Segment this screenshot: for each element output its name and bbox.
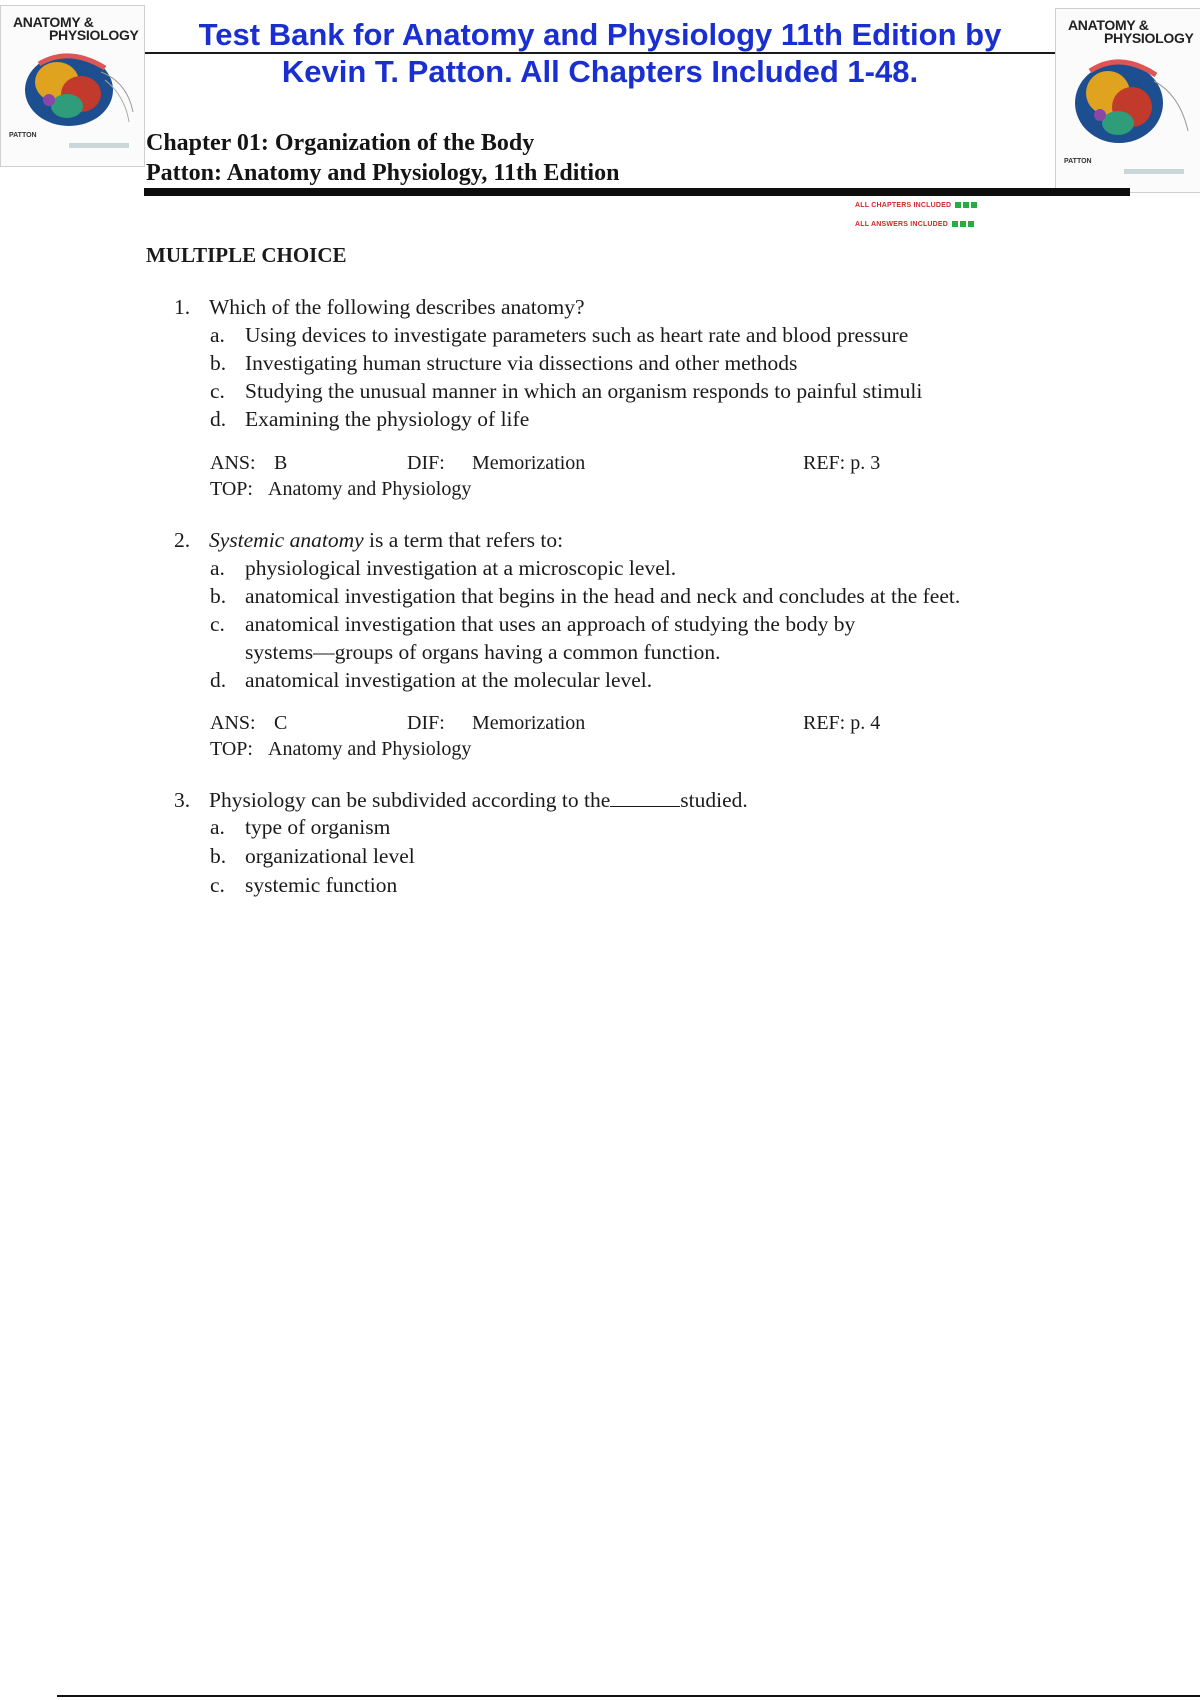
check-icon (963, 202, 969, 208)
check-icon (952, 221, 958, 227)
book-cover-right (1055, 8, 1200, 193)
title-divider (145, 52, 1055, 54)
option-letter: d. (210, 407, 227, 431)
chapter-divider (144, 188, 1130, 196)
option-text: Examining the physiology of life (245, 407, 530, 431)
top-label: TOP: (210, 478, 253, 500)
ans-label: ANS: (210, 712, 256, 734)
check-icon (971, 202, 977, 208)
cover-author: PATTON (9, 132, 37, 139)
ref-value: REF: p. 3 (803, 452, 881, 474)
option-text: Using devices to investigate parameters such as heart rate and blood pressure (245, 323, 909, 347)
option-text: anatomical investigation at the molecular level. (245, 668, 653, 692)
question-number: 1. (174, 295, 191, 319)
chapter-heading (146, 128, 619, 188)
cover-title-line1: ANATOMY & (1068, 17, 1149, 33)
dif-label: DIF: (407, 452, 445, 474)
cover-publisher-bar (1124, 169, 1184, 174)
chapter-title: Chapter 01: Organization of the Body (146, 130, 535, 156)
question-stem-rest: is a term that refers to: (363, 528, 564, 552)
option-letter: c. (210, 612, 225, 636)
cover-author: PATTON (1064, 158, 1092, 165)
option-text: physiological investigation at a microscopic level. (245, 556, 677, 580)
notice-text: ALL ANSWERS INCLUDED (855, 221, 949, 228)
dif-value: Memorization (472, 712, 586, 734)
option-text: organizational level (245, 844, 415, 868)
book-cover-left (0, 5, 145, 167)
question-stem (209, 526, 563, 554)
option-text: Studying the unusual manner in which an organism responds to painful stimuli (245, 379, 923, 403)
cover-title-line2: PHYSIOLOGY (49, 27, 139, 43)
ans-value: C (274, 712, 288, 734)
question-stem (209, 786, 748, 814)
question-number: 3. (174, 788, 191, 812)
option-letter: c. (210, 379, 225, 403)
dif-label: DIF: (407, 712, 445, 734)
question-stem: Which of the following describes anatomy? (209, 295, 585, 319)
question-stem-before: Physiology can be subdivided according to the (209, 788, 611, 812)
cover-art-heart (1064, 45, 1192, 155)
cover-art-heart (9, 42, 137, 132)
cover-footer (1064, 158, 1192, 184)
cover-title-line1: ANATOMY & (13, 14, 94, 30)
ans-label: ANS: (210, 452, 256, 474)
question-stem-term: Systemic anatomy (209, 528, 364, 552)
notice-chapters-included (855, 202, 977, 209)
section-heading: MULTIPLE CHOICE (146, 243, 347, 267)
question-stem-after: studied. (680, 788, 748, 812)
notice-answers-included (855, 221, 974, 228)
ref-value: REF: p. 4 (803, 712, 881, 734)
notice-text: ALL CHAPTERS INCLUDED (855, 202, 952, 209)
option-text: systemic function (245, 873, 398, 897)
question-number: 2. (174, 528, 191, 552)
cover-title-line2: PHYSIOLOGY (1104, 30, 1194, 46)
top-label: TOP: (210, 738, 253, 760)
cover-footer (9, 132, 137, 158)
dif-value: Memorization (472, 452, 586, 474)
option-letter: d. (210, 668, 227, 692)
option-letter: c. (210, 873, 225, 897)
option-letter: a. (210, 815, 225, 839)
cover-title (13, 16, 143, 42)
check-icon (955, 202, 961, 208)
answer-blank (610, 788, 680, 807)
document-title-line1: Test Bank for Anatomy and Physiology 11th Edition by (198, 17, 1002, 52)
option-text: anatomical investigation that uses an approach of studying the body by (245, 612, 856, 636)
page-bottom-divider (57, 1695, 1200, 1697)
cover-publisher-bar (69, 143, 129, 148)
option-text: type of organism (245, 815, 391, 839)
cover-title (1068, 19, 1198, 45)
option-letter: b. (210, 351, 227, 375)
option-letter: b. (210, 584, 227, 608)
option-letter: a. (210, 556, 225, 580)
option-text: Investigating human structure via dissections and other methods (245, 351, 798, 375)
check-icon (960, 221, 966, 227)
top-value: Anatomy and Physiology (268, 478, 472, 500)
option-letter: b. (210, 844, 227, 868)
option-text: anatomical investigation that begins in the head and neck and concludes at the feet. (245, 584, 961, 608)
document-title-line2: Kevin T. Patton. All Chapters Included 1-48. (281, 54, 919, 89)
book-title: Patton: Anatomy and Physiology, 11th Edition (146, 160, 620, 186)
ans-value: B (274, 452, 288, 474)
option-letter: a. (210, 323, 225, 347)
check-icon (968, 221, 974, 227)
option-text: systems—groups of organs having a common function. (245, 640, 721, 664)
top-value: Anatomy and Physiology (268, 738, 472, 760)
